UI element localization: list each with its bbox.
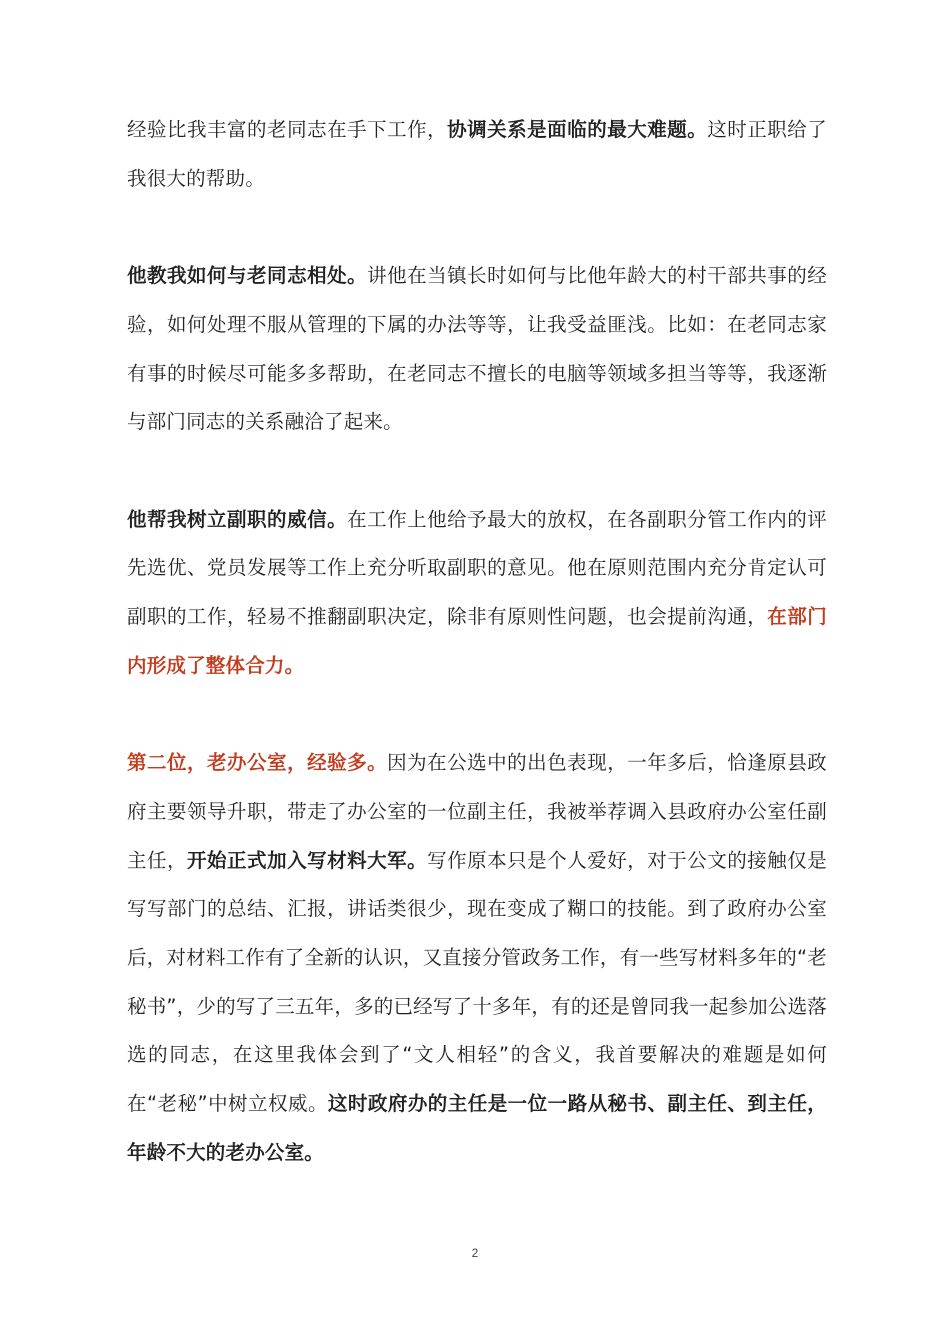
paragraph-1 xyxy=(127,106,827,203)
body-text xyxy=(127,106,827,1177)
text-run: 写作原本只是个人爱好，对于公文的接触仅是写写部门的总结、汇报，讲话类很少，现在变成了糊口的技能。到了政府办公室后，对材料工作有了全新的认识，又直接分管政务工作，有一些写材料多年的“老秘书”，少的写了三五年，多的已经写了十多年，有的还是曾同我一起参加公选落选的同志，在这里我体会到了“文人相轻”的含义，我首要解决的难题是如何在“老秘”中树立权威。 xyxy=(127,848,827,1116)
text-run: 因为在公选中的出色表现，一年多后，恰逢原县政府主要领导升职，带走了办公室的一位副主任，我被举荐调入县政府办公室任副主任， xyxy=(127,751,827,872)
page-number: 2 xyxy=(471,1246,479,1260)
paragraph-3 xyxy=(127,496,827,691)
bold-heading: 他帮我树立副职的威信。 xyxy=(127,507,348,531)
bold-heading: 他教我如何与老同志相处。 xyxy=(127,264,368,288)
highlight-text: 在部门内形成了整体合力。 xyxy=(127,605,827,677)
bold-text: 协调关系是面临的最大难题。 xyxy=(447,118,708,141)
text-run: 经验比我丰富的老同志在手下工作， xyxy=(127,118,448,141)
text-run: 这时正职给了我很大的帮助。 xyxy=(127,118,827,190)
section-heading: 第二位，老办公室，经验多。 xyxy=(127,751,388,775)
bold-text: 这时政府办的主任是一位一路从秘书、副主任、到主任，年龄不大的老办公室。 xyxy=(127,1092,827,1164)
bold-text: 开始正式加入写材料大军。 xyxy=(187,848,428,872)
paragraph-4 xyxy=(127,739,827,1177)
text-run: 在工作上他给予最大的放权，在各副职分管工作内的评先选优、党员发展等工作上充分听取副职的意见。他在原则范围内充分肯定认可副职的工作，轻易不推翻副职决定，除非有原则性问题，也会提前沟通， xyxy=(127,507,827,628)
text-run: 讲他在当镇长时如何与比他年龄大的村干部共事的经验，如何处理不服从管理的下属的办法等等，让我受益匪浅。比如：在老同志家有事的时候尽可能多多帮助，在老同志不擅长的电脑等领域多担当等等，我逐渐与部门同志的关系融洽了起来。 xyxy=(127,264,827,434)
paragraph-2 xyxy=(127,252,827,447)
